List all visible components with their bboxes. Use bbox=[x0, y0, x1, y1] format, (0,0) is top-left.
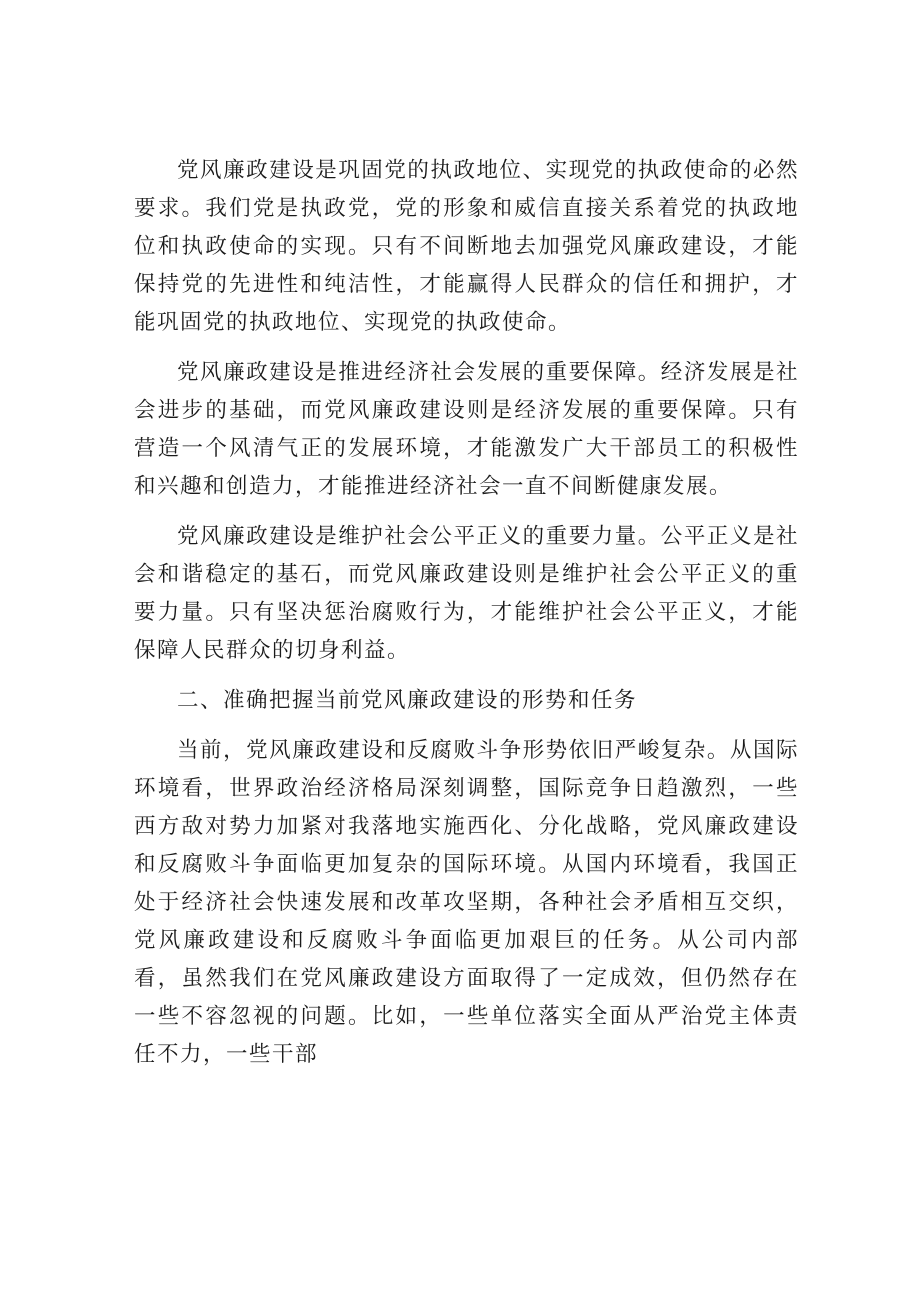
paragraph-current-situation: 当前，党风廉政建设和反腐败斗争形势依旧严峻复杂。从国际环境看，世界政治经济格局深刻调整，国际竞争日趋激烈，一些西方敌对势力加紧对我落地实施西化、分化战略，党风廉政建设和反腐败斗争面临更加复杂的国际环境。从国内环境看，我国正处于经济社会快速发展和改革攻坚期，各种社会矛盾相互交织，党风廉政建设和反腐败斗争面临更加艰巨的任务。从公司内部看，虽然我们在党风廉政建设方面取得了一定成效，但仍然存在一些不容忽视的问题。比如，一些单位落实全面从严治党主体责任不力，一些干部 bbox=[134, 738, 799, 1067]
paragraph-social-justice: 党风廉政建设是维护社会公平正义的重要力量。公平正义是社会和谐稳定的基石，而党风廉政建设则是维护社会公平正义的重要力量。只有坚决惩治腐败行为，才能维护社会公平正义，才能保障人民群众的切身利益。 bbox=[134, 524, 799, 663]
paragraph-economic-development: 党风廉政建设是推进经济社会发展的重要保障。经济发展是社会进步的基础，而党风廉政建设则是经济发展的重要保障。只有营造一个风清气正的发展环境，才能激发广大干部员工的积极性和兴趣和创造力，才能推进经济社会一直不间断健康发展。 bbox=[134, 360, 799, 499]
section-heading: 二、准确把握当前党风廉政建设的形势和任务 bbox=[177, 688, 638, 713]
paragraph-consolidate-ruling-position: 党风廉政建设是巩固党的执政地位、实现党的执政使命的必然要求。我们党是执政党，党的形象和威信直接关系着党的执政地位和执政使命的实现。只有不间断地去加强党风廉政建设，才能保持党的先进性和纯洁性，才能赢得人民群众的信任和拥护，才能巩固党的执政地位、实现党的执政使命。 bbox=[134, 158, 799, 335]
document-body bbox=[134, 152, 799, 1086]
